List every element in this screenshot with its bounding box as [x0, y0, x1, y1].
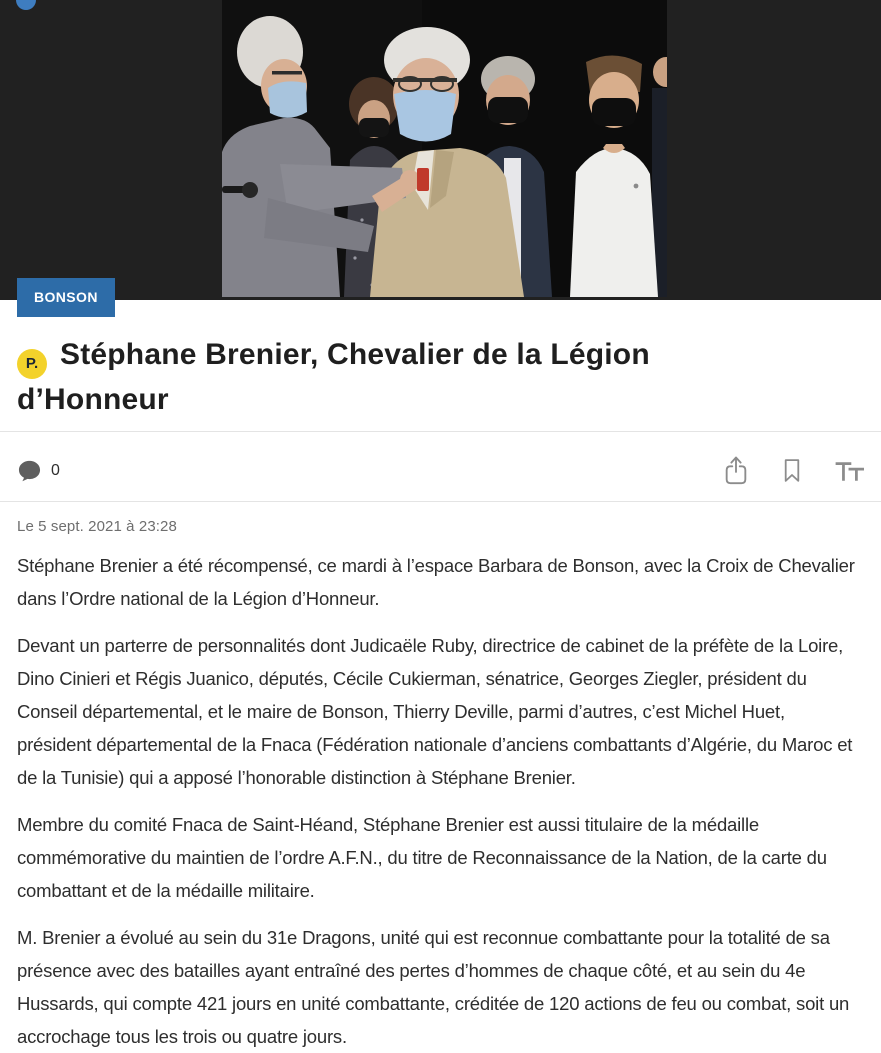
brand-logo-icon: P.: [17, 349, 47, 379]
article-body: [17, 549, 864, 1053]
paragraph: Stéphane Brenier a été récompensé, ce mardi à l’espace Barbara de Bonson, avec la Croix de Chevalier dans l’Ordre national de la Légion d’Honneur.: [17, 554, 855, 609]
category-badge[interactable]: BONSON: [17, 278, 115, 317]
publish-date: Le 5 sept. 2021 à 23:28: [17, 517, 177, 535]
text-size-icon: [834, 459, 864, 483]
comments-count: 0: [51, 461, 60, 479]
title-line-1: Stéphane Brenier, Chevalier de la Légion: [60, 338, 650, 371]
page-title: [17, 334, 817, 420]
bookmark-icon: [783, 458, 801, 483]
paragraph: Devant un parterre de personnalités dont Judicaële Ruby, directrice de cabinet de la préfète de la Loire, Dino Cinieri et Régis Juanico, députés, Cécile Cukierman, sénatrice, Georges Ziegler, président du Conseil départemental, et le maire de Bonson, Thierry Deville, parmi d’autres, c’est Michel Huet, président départemental de la Fnaca (Fédération nationale d’anciens combattants d’Algérie, du Maroc et de la Tunisie) qui a apposé l’honorable distinction à Stéphane Brenier.: [17, 634, 853, 788]
text-size-button[interactable]: [832, 457, 866, 485]
bookmark-button[interactable]: [781, 456, 803, 485]
paragraph: Membre du comité Fnaca de Saint-Héand, Stéphane Brenier est aussi titulaire de la médaille commémorative du maintien de l’ordre A.F.N., du titre de Reconnaissance de la Nation, de la carte du combattant et de la médaille militaire.: [17, 813, 827, 901]
action-row: [0, 441, 881, 501]
divider-bottom: [0, 501, 881, 502]
notch-dot: [16, 0, 36, 10]
title-line-2: d’Honneur: [17, 382, 169, 416]
share-button[interactable]: [720, 453, 752, 489]
hero-band: [0, 0, 881, 305]
article-tools: [720, 453, 866, 489]
divider-top: [0, 431, 881, 432]
paragraph: M. Brenier a évolué au sein du 31e Dragons, unité qui est reconnue combattante pour la totalité de sa présence avec des batailles ayant entraîné des pertes d’hommes de chaque côté, et au sein du 4e Hussards, qui compte 421 jours en unité combattante, créditée de 120 actions de feu ou combat, soit un accrochage tous les trois ou quatre jours.: [17, 926, 850, 1047]
award-ceremony-photo: [222, 0, 667, 297]
title-section: [17, 300, 864, 420]
comment-icon: [17, 459, 42, 482]
share-icon: [722, 455, 750, 487]
comments-link[interactable]: [17, 459, 60, 482]
